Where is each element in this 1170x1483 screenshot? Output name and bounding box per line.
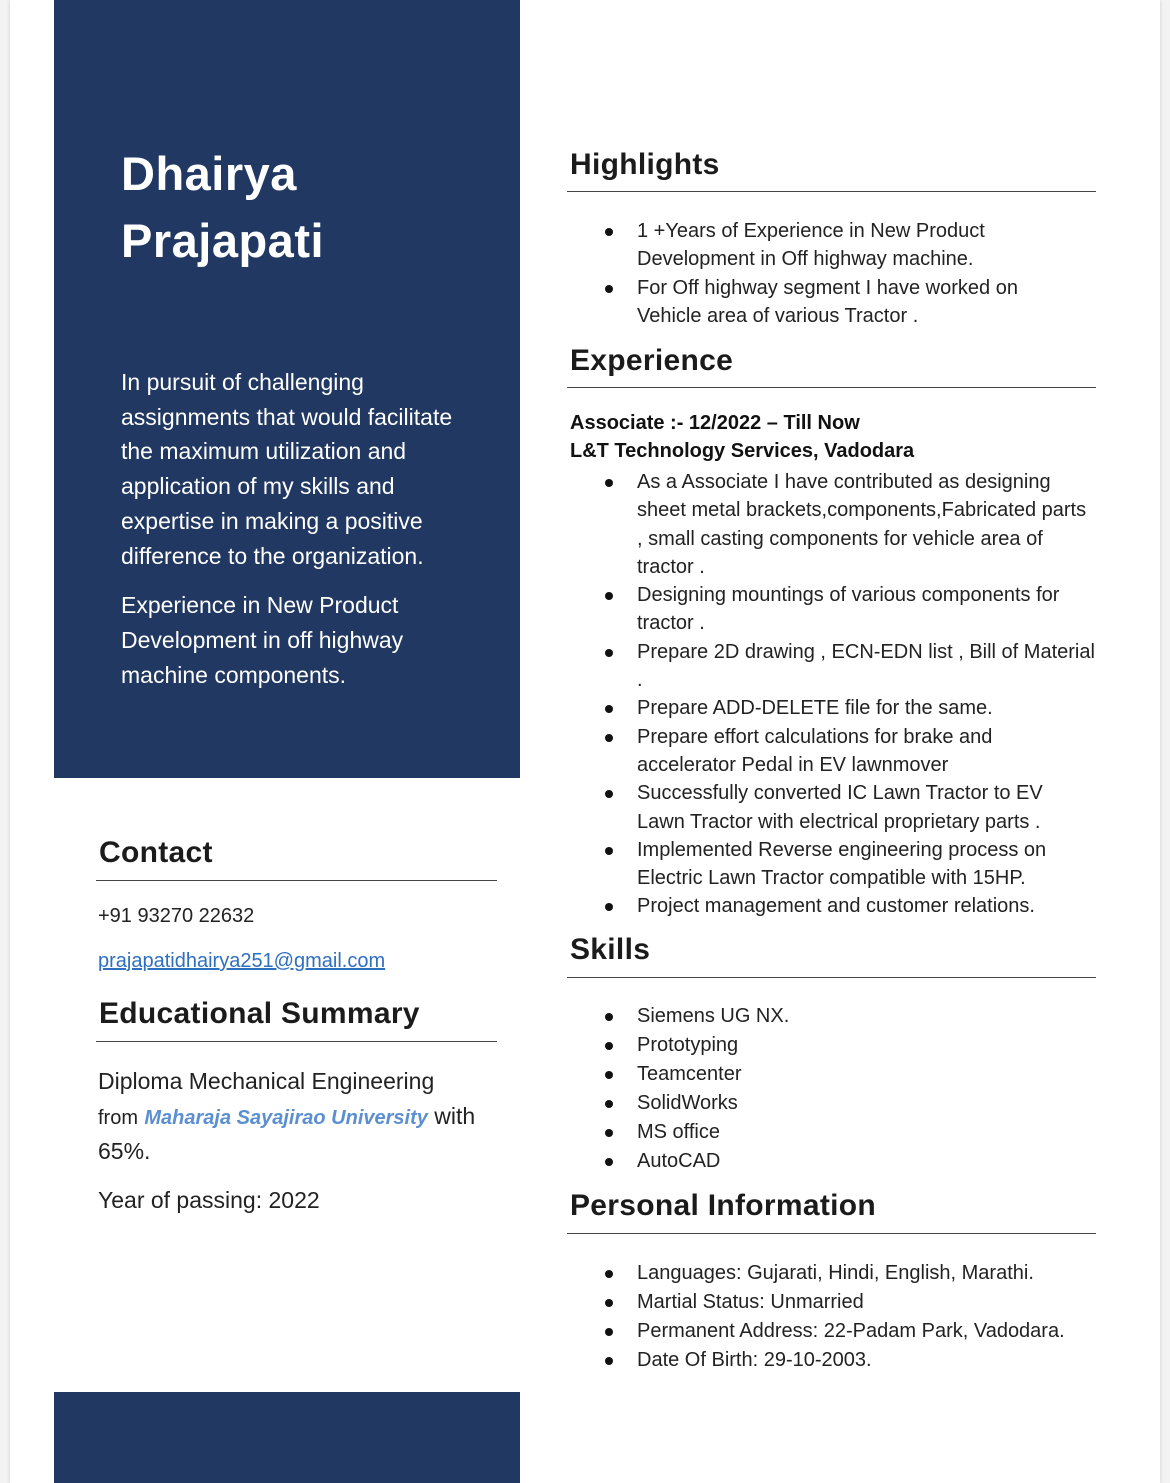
personal-info-divider [567, 1233, 1096, 1234]
list-item: Teamcenter [570, 1060, 1070, 1089]
job-company: L&T Technology Services, Vadodara [570, 440, 915, 462]
list-item: Project management and customer relations. [570, 892, 1095, 920]
personal-info-list [570, 1259, 1095, 1375]
list-item: MS office [570, 1118, 1070, 1147]
list-item: Permanent Address: 22-Padam Park, Vadodara. [570, 1317, 1095, 1346]
education-divider [96, 1041, 497, 1042]
skills-heading: Skills [570, 933, 651, 966]
education-institution-line [98, 1103, 475, 1130]
objective-paragraph: In pursuit of challenging assignments that would facilitate the maximum utilization and application of my skills and expertise in making a positive difference to the organization. [121, 369, 453, 569]
education-score: 65%. [98, 1138, 151, 1164]
list-item: Languages: Gujarati, Hindi, English, Marathi. [570, 1259, 1095, 1288]
phone-number: +91 93270 22632 [98, 905, 255, 927]
experience-heading: Experience [570, 344, 734, 377]
list-item: Designing mountings of various components for tractor . [570, 581, 1095, 638]
highlights-heading: Highlights [570, 148, 720, 181]
highlights-divider [567, 191, 1096, 192]
from-text: from [98, 1107, 138, 1129]
list-item: 1 +Years of Experience in New Product Development in Off highway machine. [570, 217, 1070, 274]
objective-section [121, 365, 481, 707]
education-heading: Educational Summary [99, 997, 420, 1030]
experience-list [570, 468, 1095, 921]
email-link[interactable]: prajapatidhairya251@gmail.com [98, 950, 386, 972]
education-year: Year of passing: 2022 [98, 1187, 320, 1213]
list-item: Prepare effort calculations for brake and accelerator Pedal in EV lawnmover [570, 723, 1095, 780]
list-item: SolidWorks [570, 1089, 1070, 1118]
candidate-name [121, 140, 501, 274]
list-item: Siemens UG NX. [570, 1002, 1070, 1031]
contact-divider [96, 880, 497, 881]
list-item: Date Of Birth: 29-10-2003. [570, 1346, 1095, 1375]
highlights-list [570, 217, 1070, 330]
university-name: Maharaja Sayajirao University [144, 1107, 428, 1129]
list-item: As a Associate I have contributed as designing sheet metal brackets,components,Fabricated parts , small casting components for vehicle area of tractor . [570, 468, 1095, 581]
list-item: Successfully converted IC Lawn Tractor to EV Lawn Tractor with electrical proprietary parts . [570, 779, 1095, 836]
list-item: Martial Status: Unmarried [570, 1288, 1095, 1317]
list-item: For Off highway segment I have worked on Vehicle area of various Tractor . [570, 274, 1070, 331]
list-item: Prepare 2D drawing , ECN-EDN list , Bill of Material . [570, 638, 1095, 695]
personal-info-heading: Personal Information [570, 1189, 877, 1222]
education-degree: Diploma Mechanical Engineering [98, 1068, 435, 1094]
list-item: Prototyping [570, 1031, 1070, 1060]
list-item: Prepare ADD-DELETE file for the same. [570, 694, 1095, 722]
objective-paragraph: Experience in New Product Development in off highway machine components. [121, 592, 404, 688]
list-item: AutoCAD [570, 1147, 1070, 1176]
experience-divider [567, 387, 1096, 388]
last-name: Prajapati [121, 214, 325, 267]
job-title: Associate :- 12/2022 – Till Now [570, 412, 860, 434]
list-item: Implemented Reverse engineering process on Electric Lawn Tractor compatible with 15HP. [570, 836, 1095, 893]
contact-heading: Contact [99, 836, 213, 869]
with-text: with [434, 1103, 476, 1129]
skills-list [570, 1002, 1070, 1175]
sidebar-footer-panel [54, 1392, 520, 1483]
skills-divider [567, 977, 1096, 978]
first-name: Dhairya [121, 147, 297, 200]
